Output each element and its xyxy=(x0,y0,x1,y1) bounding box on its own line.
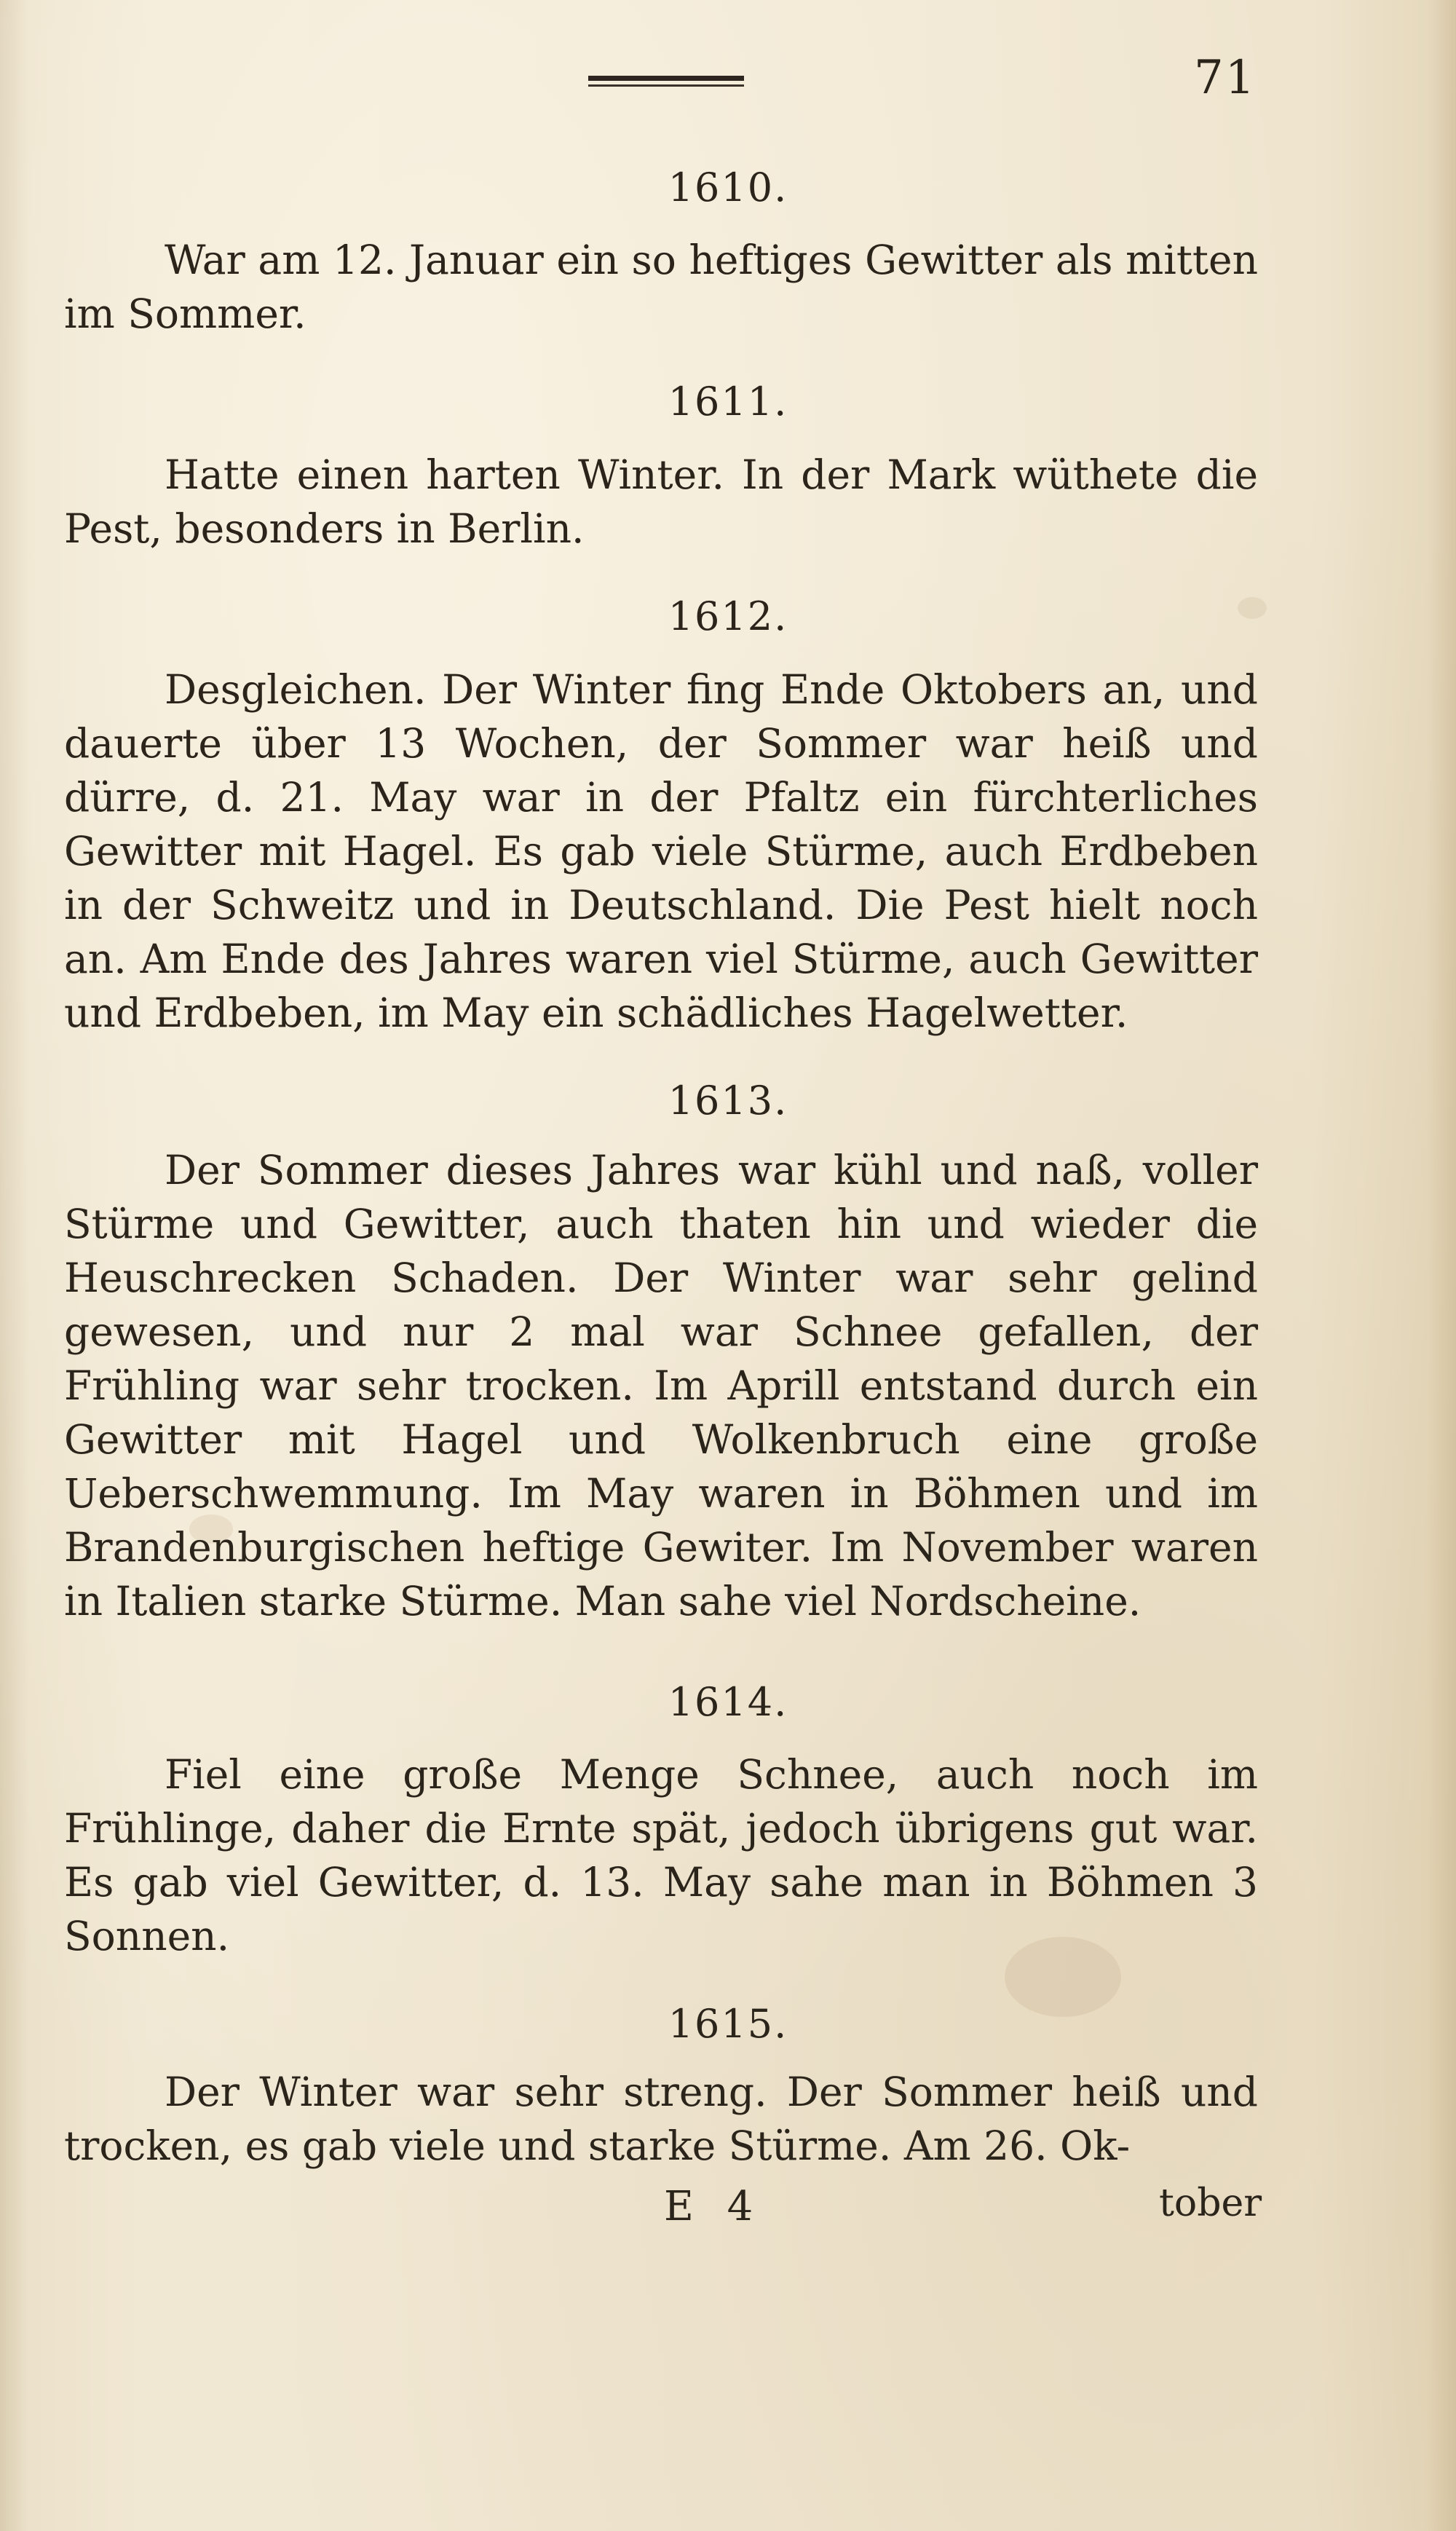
header-rule-thick xyxy=(588,76,744,81)
catchword: tober xyxy=(1159,2181,1262,2225)
year-heading-1611: 1611. xyxy=(668,379,788,425)
year-heading-1612: 1612. xyxy=(668,593,788,639)
entry-text-1612: Desgleichen. Der Winter fing Ende Oktobers an, und dauerte über 13 Wochen, der Sommer war heiß und dürre, d. 21. May war in der Pfaltz ein fürchterliches Gewitter mit Hagel. Es gab viele Stürme, auch Erdbeben in der Schweitz und in Deutschland. Die Pest hielt noch an. Am Ende des Jahres waren viel Stürme, auch Gewitter und Erdbeben, im May ein schädliches Hagelwetter. xyxy=(64,666,1258,1036)
header-rule-thin xyxy=(588,84,744,87)
entry-text-1610: War am 12. Januar ein so heftiges Gewitter als mitten im Sommer. xyxy=(64,237,1258,337)
page-number: 71 xyxy=(1194,51,1257,105)
year-heading-1615: 1615. xyxy=(668,2001,788,2047)
signature-mark: E 4 xyxy=(664,2183,764,2230)
year-heading-1610: 1610. xyxy=(668,165,788,210)
entry-text-1615: Der Winter war sehr streng. Der Sommer heiß und trocken, es gab viele und starke Stürme. Am 26. Ok- xyxy=(64,2069,1258,2169)
entry-text-1611: Hatte einen harten Winter. In der Mark wüthete die Pest, besonders in Berlin. xyxy=(64,451,1258,552)
entry-text-1614: Fiel eine große Menge Schnee, auch noch im Frühlinge, daher die Ernte spät, jedoch übrigens gut war. Es gab viel Gewitter, d. 13. May sahe man in Böhmen 3 Sonnen. xyxy=(64,1751,1258,1959)
year-heading-1613: 1613. xyxy=(668,1078,788,1124)
year-heading-1614: 1614. xyxy=(668,1679,788,1725)
entry-text-1613: Der Sommer dieses Jahres war kühl und naß, voller Stürme und Gewitter, auch thaten hin und wieder die Heuschrecken Schaden. Der Winter war sehr gelind gewesen, und nur 2 mal war Schnee gefallen, der Frühling war sehr trocken. Im Aprill entstand durch ein Gewitter mit Hagel und Wolkenbruch eine große Ueberschwemmung. Im May waren in Böhmen und im Brandenburgischen heftige Gewiter. Im November waren in Italien starke Stürme. Man sahe viel Nordscheine. xyxy=(64,1147,1258,1624)
header-rule xyxy=(588,76,744,87)
